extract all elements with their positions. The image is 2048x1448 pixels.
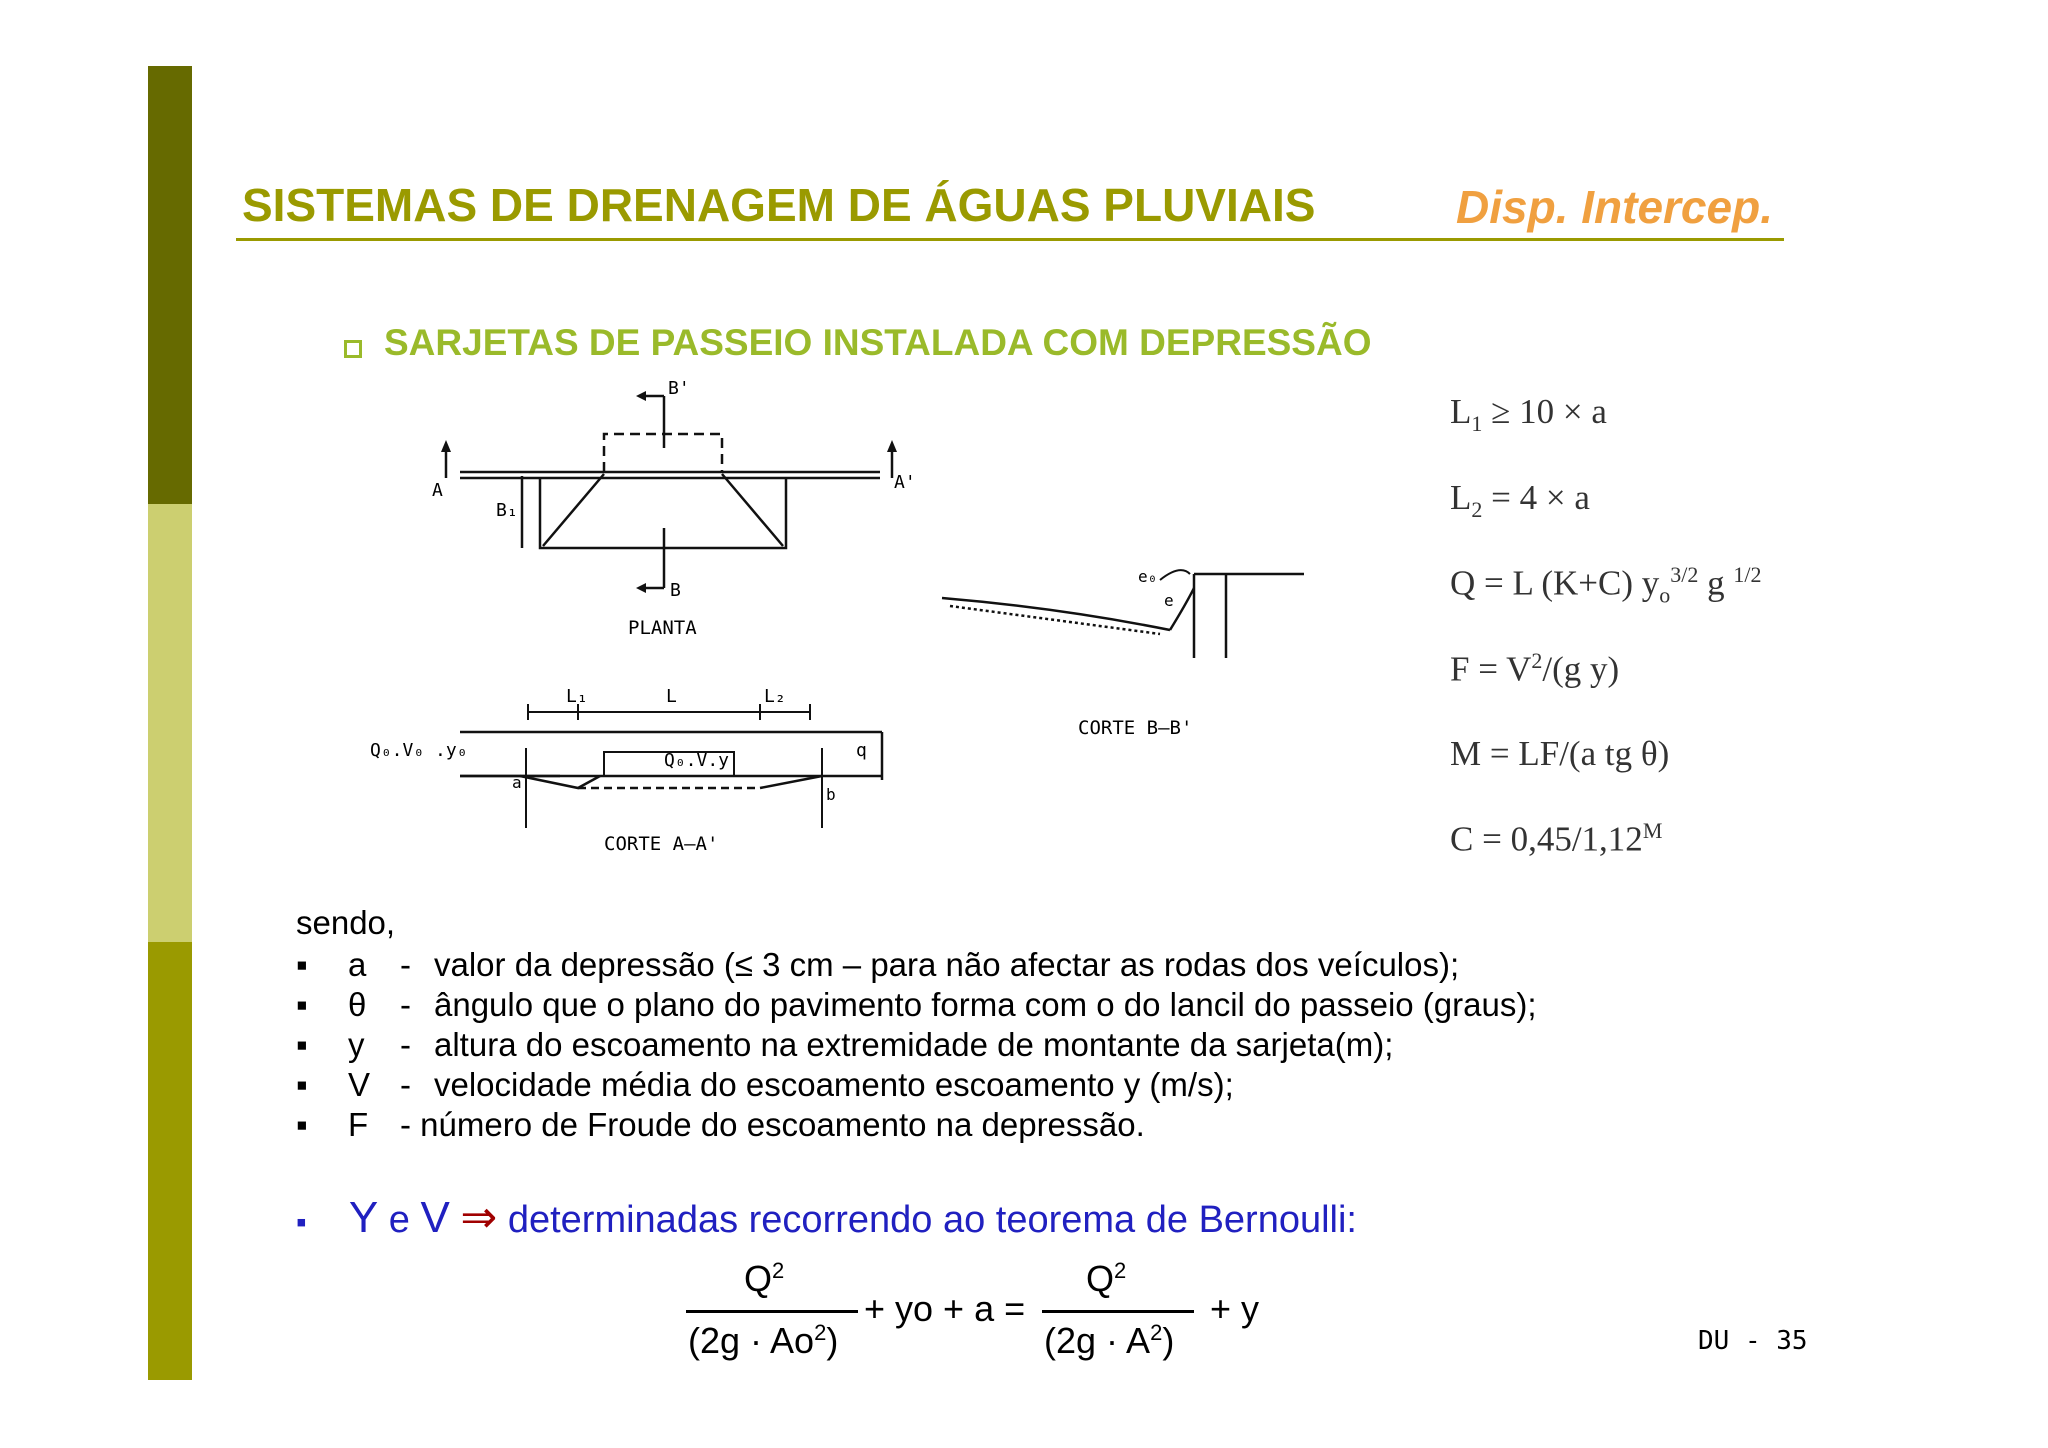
bullet-icon: ▪	[296, 1206, 307, 1239]
bullet-icon: ▪	[296, 1106, 308, 1143]
section-heading: SARJETAS DE PASSEIO INSTALADA COM DEPRESSÃO	[384, 322, 1372, 363]
label-inner: Q₀.V.y	[664, 750, 730, 771]
side-bar-mid	[148, 942, 192, 1380]
label-b: B	[670, 580, 681, 601]
drain-figure	[360, 368, 1320, 868]
corte-bb-caption: CORTE B–B'	[1078, 717, 1193, 739]
bullet-icon: ▪	[296, 1066, 308, 1103]
page-number: DU - 35	[1698, 1326, 1808, 1356]
side-bar-dark	[148, 66, 192, 504]
page-subtitle: Disp. Intercep.	[1456, 181, 1773, 233]
implies-arrow-icon: ⇒	[460, 1193, 498, 1242]
bullet-icon: ▪	[296, 986, 308, 1023]
label-q: q	[856, 740, 867, 761]
corte-aa-caption: CORTE A–A'	[604, 833, 719, 855]
hollow-square-icon	[344, 340, 362, 358]
bullet-icon: ▪	[296, 946, 308, 983]
planta-caption: PLANTA	[628, 617, 697, 639]
label-depth-a: a	[512, 773, 522, 792]
label-l2: L₂	[764, 686, 786, 707]
formula-m: M = LF/(a tg θ)	[1450, 734, 1670, 773]
label-e0: e₀	[1138, 567, 1158, 586]
formula-q: Q = L (K+C) $y_o^{3/2}$ g $^{1/2}$	[1450, 562, 1762, 608]
formula-l1: $L_1 \ge 10 \times a$	[1450, 392, 1607, 436]
label-e: e	[1164, 591, 1174, 610]
page-title: SISTEMAS DE DRENAGEM DE ÁGUAS PLUVIAIS	[242, 179, 1316, 231]
bernoulli-equation: $Q^2$ $(2g \cdot Ao^2)$ + yo + a = $Q^2$ $(2g \cdot A^2)$ + y	[688, 1258, 1260, 1361]
label-a: A	[432, 480, 443, 501]
formula-l2: $L_2 = 4 \times a$	[1450, 478, 1590, 522]
label-a-prime: A'	[894, 472, 916, 493]
bernoulli-statement: ▪ Y e V ⇒ determinadas recorrendo ao teorema de Bernoulli:	[296, 1193, 1357, 1242]
label-b-prime: B'	[668, 378, 690, 399]
label-l1: L₁	[566, 686, 588, 707]
formula-froude: $F = V^2/(g$ y)	[1450, 648, 1620, 689]
label-depth-b: b	[826, 785, 836, 804]
side-bar-light	[148, 504, 192, 942]
label-inflow: Q₀.V₀ .y₀	[370, 740, 468, 761]
title-rule	[236, 238, 1784, 241]
formula-c: $C = 0,45/1,12^M$	[1450, 818, 1663, 859]
definitions-intro: sendo,	[296, 904, 396, 941]
label-b1: B₁	[496, 500, 518, 521]
bullet-icon: ▪	[296, 1026, 308, 1063]
label-l: L	[666, 686, 677, 707]
